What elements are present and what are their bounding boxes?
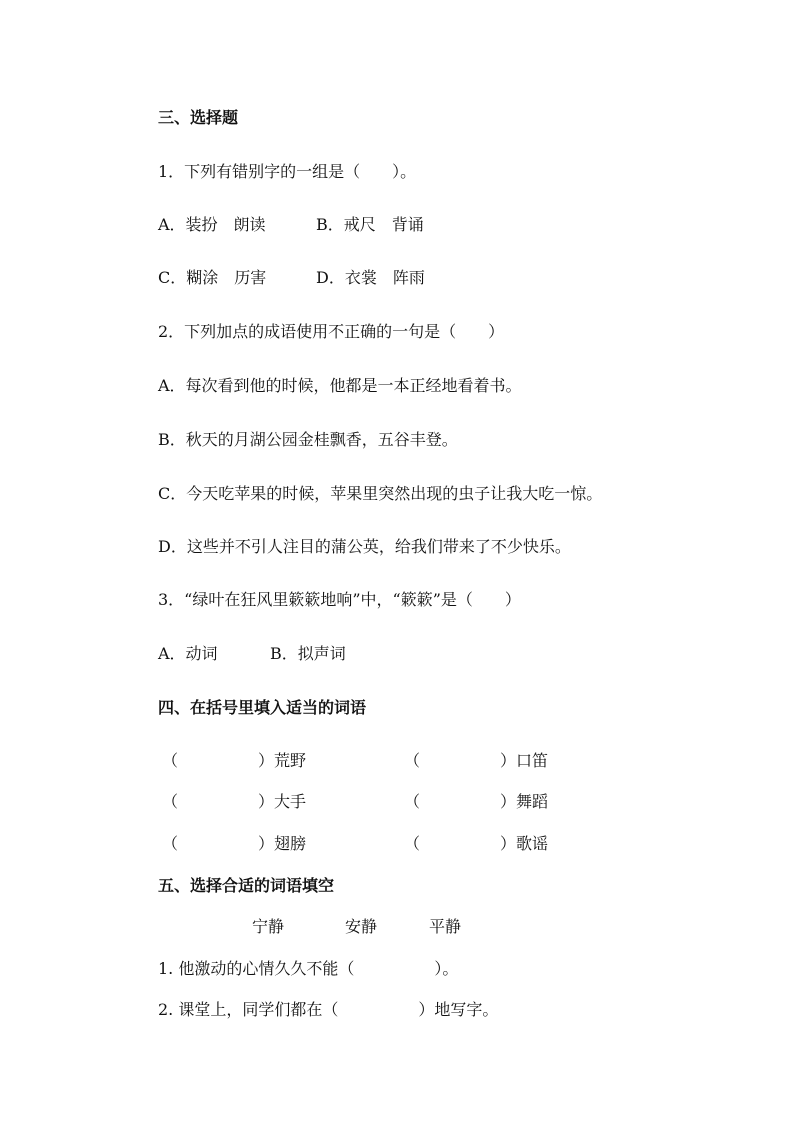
- fill-row-3-left: （ ）翅膀: [162, 834, 307, 853]
- q2-option-d: D．这些并不引人注目的蒲公英，给我们带来了不少快乐。: [158, 537, 571, 556]
- q2-option-a: A．每次看到他的时候，他都是一本正经地看着书。: [158, 376, 522, 395]
- q1-stem: 1．下列有错别字的一组是（ ）。: [158, 162, 417, 181]
- section-title-choose-words: 五、选择合适的词语填空: [158, 876, 335, 895]
- fill-row-3-right: （ ）歌谣: [404, 834, 549, 853]
- fill-sentence-1: 1. 他激动的心情久久不能（ ）。: [158, 959, 459, 978]
- q2-option-c: C．今天吃苹果的时候，苹果里突然出现的虫子让我大吃一惊。: [158, 484, 603, 503]
- word-choice-3: 平静: [429, 917, 462, 936]
- q1-option-a: A．装扮 朗读: [158, 215, 266, 234]
- q2-option-b: B．秋天的月湖公园金桂飘香，五谷丰登。: [158, 430, 458, 449]
- fill-sentence-2: 2. 课堂上，同学们都在（ ）地写字。: [158, 1000, 499, 1019]
- q3-option-b: B．拟声词: [270, 644, 346, 663]
- fill-row-2-left: （ ）大手: [162, 792, 307, 811]
- fill-row-1-left: （ ）荒野: [162, 751, 307, 770]
- q3-stem: 3．“绿叶在狂风里簌簌地响”中，“簌簌”是（ ）: [158, 590, 521, 609]
- q1-option-c: C．糊涂 历害: [158, 268, 267, 287]
- word-choice-1: 宁静: [252, 917, 285, 936]
- section-title-choice: 三、选择题: [158, 108, 239, 127]
- fill-row-2-right: （ ）舞蹈: [404, 792, 549, 811]
- word-choice-2: 安静: [345, 917, 378, 936]
- fill-row-1-right: （ ）口笛: [404, 751, 549, 770]
- section-title-fill-words: 四、在括号里填入适当的词语: [158, 698, 367, 717]
- q3-option-a: A．动词: [158, 644, 218, 663]
- q1-option-d: D．衣裳 阵雨: [316, 268, 425, 287]
- q2-stem: 2．下列加点的成语使用不正确的一句是（ ）: [158, 322, 505, 341]
- q1-option-b: B．戒尺 背诵: [316, 215, 424, 234]
